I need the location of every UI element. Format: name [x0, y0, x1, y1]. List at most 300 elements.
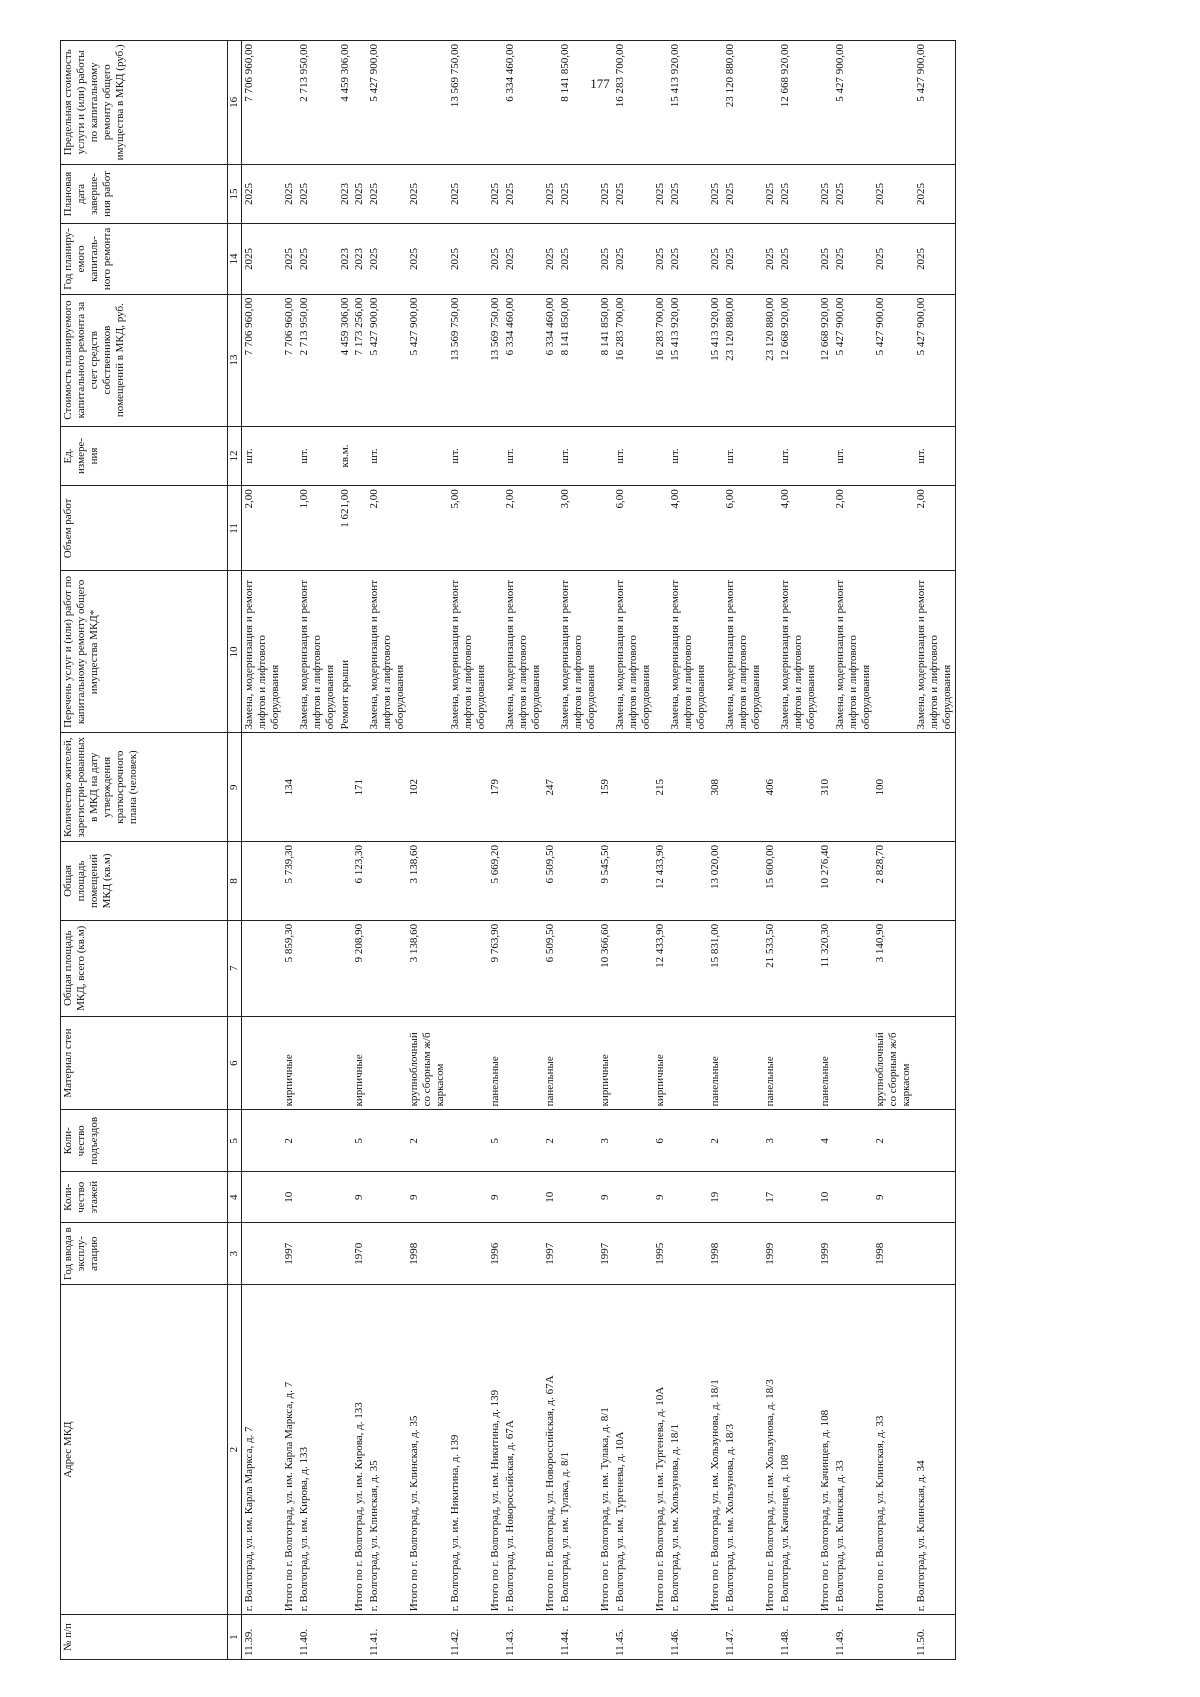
table-cell — [408, 426, 448, 486]
total-row — [764, 41, 778, 1660]
table-cell: панельные — [819, 1016, 833, 1110]
table-cell — [874, 426, 914, 486]
table-cell: 4,00 — [668, 486, 709, 571]
table-cell: 247 — [544, 733, 558, 842]
table-cell: 9 — [408, 1172, 448, 1223]
table-cell — [448, 920, 489, 1016]
table-cell: 23 120 880,00 — [764, 294, 778, 426]
table-cell — [914, 1223, 956, 1285]
table-cell — [503, 920, 544, 1016]
table-cell: 6 334 460,00 — [503, 41, 544, 165]
total-row — [283, 41, 297, 1660]
table-cell: г. Волгоград, ул. Клинская, д. 34 — [914, 1285, 956, 1615]
table-cell: 2025 — [778, 224, 819, 294]
table-cell — [613, 733, 654, 842]
table-cell: г. Волгоград, ул. им. Тулака, д. 8/1 — [558, 1285, 599, 1615]
table-cell: 2023 — [338, 164, 353, 224]
table-cell — [367, 1223, 408, 1285]
table-cell: 2,00 — [242, 486, 284, 571]
table-cell: Итого по г. Волгоград, ул. им. Никитина, д. 139 — [489, 1285, 503, 1615]
table-cell: 11 320,30 — [819, 920, 833, 1016]
table-cell: 2,00 — [503, 486, 544, 571]
column-number: 6 — [228, 1016, 242, 1110]
table-cell — [242, 1016, 284, 1110]
table-cell: 2025 — [654, 164, 668, 224]
table-cell — [874, 571, 914, 733]
total-row — [544, 41, 558, 1660]
table-cell: 10 — [283, 1172, 297, 1223]
table-cell — [367, 1172, 408, 1223]
table-cell — [408, 486, 448, 571]
table-row — [367, 41, 408, 1660]
table-cell: 1970 — [353, 1223, 367, 1285]
table-cell: Замена, модернизация и ремонт лифтов и лифтового оборудования — [558, 571, 599, 733]
column-number: 15 — [228, 164, 242, 224]
table-cell: 2 — [544, 1110, 558, 1172]
table-cell: 5 — [353, 1110, 367, 1172]
table-cell — [283, 486, 297, 571]
table-cell: шт. — [914, 426, 956, 486]
table-cell: 2025 — [367, 164, 408, 224]
table-cell — [599, 486, 613, 571]
table-cell — [448, 1223, 489, 1285]
table-cell: 11.40. — [297, 1615, 338, 1660]
table-cell: 2023 — [338, 224, 353, 294]
table-cell: 2025 — [833, 164, 874, 224]
table-cell — [874, 1615, 914, 1660]
table-cell — [764, 1615, 778, 1660]
table-cell: 9 — [353, 1172, 367, 1223]
table-cell — [544, 41, 558, 165]
table-cell — [914, 920, 956, 1016]
table-cell: 2025 — [448, 224, 489, 294]
table-cell — [778, 1110, 819, 1172]
table-cell — [283, 426, 297, 486]
table-cell — [819, 426, 833, 486]
table-cell — [544, 1615, 558, 1660]
table-row — [778, 41, 819, 1660]
table-cell: 11.50. — [914, 1615, 956, 1660]
table-cell: 2025 — [408, 224, 448, 294]
table-cell — [558, 1016, 599, 1110]
table-cell: 2 — [408, 1110, 448, 1172]
table-cell — [503, 1223, 544, 1285]
table-cell: 15 413 920,00 — [668, 41, 709, 165]
table-cell: 2025 — [709, 224, 723, 294]
table-row — [668, 41, 709, 1660]
table-cell: 2 828,70 — [874, 842, 914, 921]
table-cell: 9 — [654, 1172, 668, 1223]
table-cell: 2025 — [914, 224, 956, 294]
table-cell — [353, 1615, 367, 1660]
table-cell: 9 545,50 — [599, 842, 613, 921]
table-cell: 2025 — [283, 164, 297, 224]
total-row — [819, 41, 833, 1660]
table-cell: 2025 — [819, 164, 833, 224]
table-cell: 1998 — [709, 1223, 723, 1285]
column-header: Объем работ — [61, 486, 228, 571]
table-cell: 1998 — [408, 1223, 448, 1285]
table-cell — [544, 426, 558, 486]
table-cell: 2025 — [723, 224, 764, 294]
table-cell: 2025 — [764, 224, 778, 294]
table-cell: шт. — [778, 426, 819, 486]
table-cell: г. Волгоград, ул. Новороссийская, д. 67А — [503, 1285, 544, 1615]
table-cell — [764, 41, 778, 165]
table-cell: 2 713 950,00 — [297, 41, 338, 165]
table-cell: 5 427 900,00 — [833, 294, 874, 426]
table-cell — [833, 920, 874, 1016]
table-cell — [709, 486, 723, 571]
table-cell: 1,00 — [297, 486, 338, 571]
table-cell: Итого по г. Волгоград, ул. им. Хользунова, д. 18/3 — [764, 1285, 778, 1615]
table-cell: 7 706 960,00 — [283, 294, 297, 426]
rotated-table-wrapper — [60, 40, 1190, 1660]
table-cell: 2025 — [778, 164, 819, 224]
table-cell: 5 859,30 — [283, 920, 297, 1016]
table-cell — [723, 1110, 764, 1172]
table-cell: 7 173 256,00 — [353, 294, 367, 426]
table-cell: г. Волгоград, ул. им. Никитина, д. 139 — [448, 1285, 489, 1615]
table-cell — [914, 842, 956, 921]
table-cell: 5 427 900,00 — [367, 294, 408, 426]
column-header: Перечень услуг и (или) работ по капитальному ремонту общего имущества МКД* — [61, 571, 228, 733]
table-cell — [668, 1016, 709, 1110]
total-row — [654, 41, 668, 1660]
table-row — [297, 41, 338, 1660]
table-cell: 2025 — [723, 164, 764, 224]
table-cell — [503, 1016, 544, 1110]
table-cell: 4 459 306,00 — [338, 41, 353, 165]
table-cell: 2025 — [544, 224, 558, 294]
table-cell: 6 509,50 — [544, 920, 558, 1016]
table-cell — [242, 920, 284, 1016]
table-cell: 12 668 920,00 — [778, 41, 819, 165]
table-cell: 2025 — [654, 224, 668, 294]
table-cell — [874, 41, 914, 165]
column-number: 7 — [228, 920, 242, 1016]
table-cell: 102 — [408, 733, 448, 842]
table-cell — [283, 1615, 297, 1660]
column-number: 13 — [228, 294, 242, 426]
total-row — [408, 41, 448, 1660]
table-cell: шт. — [242, 426, 284, 486]
column-header: Материал стен — [61, 1016, 228, 1110]
table-cell — [613, 1223, 654, 1285]
table-cell: 5 427 900,00 — [914, 41, 956, 165]
table-cell — [297, 733, 338, 842]
table-cell: 2025 — [874, 224, 914, 294]
table-cell — [489, 41, 503, 165]
table-cell — [668, 920, 709, 1016]
column-header: Ед. измере-ния — [61, 426, 228, 486]
table-cell: 3 140,90 — [874, 920, 914, 1016]
table-cell: 308 — [709, 733, 723, 842]
table-cell — [297, 920, 338, 1016]
table-cell: г. Волгоград, ул. Клинская, д. 33 — [833, 1285, 874, 1615]
table-cell: 2025 — [558, 224, 599, 294]
table-cell: Замена, модернизация и ремонт лифтов и лифтового оборудования — [367, 571, 408, 733]
table-header — [61, 41, 242, 1660]
table-cell: 2,00 — [367, 486, 408, 571]
table-cell — [242, 842, 284, 921]
table-cell — [819, 1615, 833, 1660]
table-cell: 11.39. — [242, 1615, 284, 1660]
table-cell — [778, 1016, 819, 1110]
table-cell: панельные — [544, 1016, 558, 1110]
column-number: 12 — [228, 426, 242, 486]
table-cell: панельные — [764, 1016, 778, 1110]
table-cell — [503, 842, 544, 921]
table-cell: Замена, модернизация и ремонт лифтов и лифтового оборудования — [668, 571, 709, 733]
table-cell — [367, 842, 408, 921]
column-number: 5 — [228, 1110, 242, 1172]
column-number: 2 — [228, 1285, 242, 1615]
column-number: 8 — [228, 842, 242, 921]
table-row — [503, 41, 544, 1660]
table-cell — [819, 41, 833, 165]
table-cell — [613, 1016, 654, 1110]
table-cell — [723, 920, 764, 1016]
table-cell — [654, 571, 668, 733]
table-cell: 11.47. — [723, 1615, 764, 1660]
table-cell — [367, 1110, 408, 1172]
table-cell: 171 — [353, 733, 367, 842]
column-number-row — [228, 41, 242, 1660]
table-cell — [654, 1615, 668, 1660]
table-cell: 5 427 900,00 — [367, 41, 408, 165]
table-cell: 2025 — [297, 164, 338, 224]
table-cell — [819, 486, 833, 571]
column-header: Коли-чество этажей — [61, 1172, 228, 1223]
table-cell: 3 138,60 — [408, 842, 448, 921]
table-cell: 1997 — [544, 1223, 558, 1285]
table-cell — [819, 571, 833, 733]
table-cell: 5 427 900,00 — [914, 294, 956, 426]
column-header: Количество жителей, зарегистри-рованных в МКД на дату утверждения краткосрочного плана (человек) — [61, 733, 228, 842]
table-cell: 23 120 880,00 — [723, 41, 764, 165]
column-header: Адрес МКД — [61, 1285, 228, 1615]
column-number: 11 — [228, 486, 242, 571]
table-cell — [297, 1016, 338, 1110]
column-number: 9 — [228, 733, 242, 842]
table-cell: 10 — [544, 1172, 558, 1223]
table-cell: Замена, модернизация и ремонт лифтов и лифтового оборудования — [778, 571, 819, 733]
table-cell: 2025 — [367, 224, 408, 294]
table-cell: 5 — [489, 1110, 503, 1172]
table-cell — [914, 1172, 956, 1223]
table-cell: 23 120 880,00 — [723, 294, 764, 426]
table-cell — [338, 733, 353, 842]
table-cell — [338, 920, 353, 1016]
table-cell: 2025 — [599, 224, 613, 294]
table-cell: 2025 — [353, 164, 367, 224]
table-cell: 2025 — [613, 164, 654, 224]
table-cell: 2025 — [709, 164, 723, 224]
table-cell: 11.48. — [778, 1615, 819, 1660]
table-cell: 2025 — [448, 164, 489, 224]
column-number: 10 — [228, 571, 242, 733]
table-cell: Замена, модернизация и ремонт лифтов и лифтового оборудования — [723, 571, 764, 733]
table-cell: Итого по г. Волгоград, ул. Клинская, д. 33 — [874, 1285, 914, 1615]
table-cell — [778, 733, 819, 842]
table-cell — [558, 1110, 599, 1172]
table-cell: шт. — [448, 426, 489, 486]
table-cell — [668, 1172, 709, 1223]
table-cell: 2025 — [613, 224, 654, 294]
table-cell: 2025 — [874, 164, 914, 224]
table-cell: шт. — [613, 426, 654, 486]
table-cell: 15 600,00 — [764, 842, 778, 921]
table-cell: 1 621,00 — [338, 486, 353, 571]
table-cell: 1996 — [489, 1223, 503, 1285]
table-cell — [448, 842, 489, 921]
table-cell: 9 763,90 — [489, 920, 503, 1016]
table-cell — [668, 1223, 709, 1285]
table-cell — [914, 1110, 956, 1172]
table-cell: 9 — [874, 1172, 914, 1223]
table-cell: 16 283 700,00 — [654, 294, 668, 426]
table-cell — [914, 1016, 956, 1110]
column-header: Общая площадь МКД, всего (кв.м) — [61, 920, 228, 1016]
table-cell: 10 — [819, 1172, 833, 1223]
column-header: Предельная стоимость услуги и (или) работы по капитальному ремонту общего имущества в МКД (руб.) — [61, 41, 228, 165]
table-cell: 11.49. — [833, 1615, 874, 1660]
table-cell: 10 276,40 — [819, 842, 833, 921]
table-cell — [338, 1016, 353, 1110]
table-cell: шт. — [367, 426, 408, 486]
table-cell: 11.45. — [613, 1615, 654, 1660]
table-cell: Итого по г. Волгоград, ул. Новороссийская, д. 67А — [544, 1285, 558, 1615]
table-cell: 17 — [764, 1172, 778, 1223]
column-number: 1 — [228, 1615, 242, 1660]
table-cell: г. Волгоград, ул. им. Хользунова, д. 18/1 — [668, 1285, 709, 1615]
header-row — [61, 41, 228, 1660]
table-cell: 2025 — [668, 164, 709, 224]
table-cell: панельные — [709, 1016, 723, 1110]
table-cell: 2 — [709, 1110, 723, 1172]
table-cell: 2025 — [544, 164, 558, 224]
table-cell — [599, 571, 613, 733]
table-cell: Замена, модернизация и ремонт лифтов и лифтового оборудования — [242, 571, 284, 733]
table-cell: 100 — [874, 733, 914, 842]
table-cell: г. Волгоград, ул. им. Тургенева, д. 10А — [613, 1285, 654, 1615]
table-row — [613, 41, 654, 1660]
table-cell — [668, 1110, 709, 1172]
table-cell: 6 334 460,00 — [503, 294, 544, 426]
table-cell: 1999 — [819, 1223, 833, 1285]
table-body — [242, 41, 956, 1660]
table-cell: 2025 — [283, 224, 297, 294]
table-cell — [599, 1615, 613, 1660]
table-cell: г. Волгоград, ул. им. Хользунова, д. 18/3 — [723, 1285, 764, 1615]
table-cell — [353, 571, 367, 733]
table-cell — [613, 1172, 654, 1223]
table-cell: 2025 — [242, 224, 284, 294]
table-cell — [833, 1110, 874, 1172]
table-cell — [914, 733, 956, 842]
table-cell: 5 739,30 — [283, 842, 297, 921]
table-row — [448, 41, 489, 1660]
table-cell: 13 569 750,00 — [489, 294, 503, 426]
table-cell: 2025 — [503, 224, 544, 294]
table-cell: г. Волгоград, ул. Клинская, д. 35 — [367, 1285, 408, 1615]
table-cell — [709, 41, 723, 165]
table-cell: 2025 — [833, 224, 874, 294]
table-cell: Итого по г. Волгоград, ул. Клинская, д. 35 — [408, 1285, 448, 1615]
table-cell: 2 713 950,00 — [297, 294, 338, 426]
table-cell — [242, 733, 284, 842]
table-cell: 2025 — [764, 164, 778, 224]
table-cell — [408, 41, 448, 165]
table-cell: шт. — [668, 426, 709, 486]
column-header: Коли-чество подъездов — [61, 1110, 228, 1172]
table-cell: Итого по г. Волгоград, ул. им. Кирова, д. 133 — [353, 1285, 367, 1615]
table-cell — [558, 1172, 599, 1223]
table-cell — [654, 41, 668, 165]
table-cell: 13 569 750,00 — [448, 294, 489, 426]
table-cell — [613, 1110, 654, 1172]
table-cell — [367, 733, 408, 842]
table-cell: шт. — [833, 426, 874, 486]
table-cell: 2025 — [819, 224, 833, 294]
table-cell — [723, 1016, 764, 1110]
table-cell — [654, 426, 668, 486]
table-cell: 15 413 920,00 — [668, 294, 709, 426]
table-cell — [723, 733, 764, 842]
table-cell — [242, 1223, 284, 1285]
table-cell — [709, 426, 723, 486]
capital-repair-table — [60, 40, 956, 1660]
table-cell — [723, 1223, 764, 1285]
table-cell — [242, 1110, 284, 1172]
table-cell — [778, 920, 819, 1016]
table-cell: Итого по г. Волгоград, ул. им. Карла Маркса, д. 7 — [283, 1285, 297, 1615]
column-number: 16 — [228, 41, 242, 165]
table-cell: кирпичные — [654, 1016, 668, 1110]
table-cell: Итого по г. Волгоград, ул. им. Хользунова, д. 18/1 — [709, 1285, 723, 1615]
table-cell — [489, 1615, 503, 1660]
table-cell: 6,00 — [613, 486, 654, 571]
table-cell — [558, 842, 599, 921]
table-cell — [558, 920, 599, 1016]
table-cell — [503, 1110, 544, 1172]
table-cell: 8 141 850,00 — [558, 41, 599, 165]
table-cell: 6 123,30 — [353, 842, 367, 921]
table-cell: 13 020,00 — [709, 842, 723, 921]
table-cell — [338, 842, 353, 921]
total-row — [489, 41, 503, 1660]
table-cell: шт. — [297, 426, 338, 486]
table-cell — [338, 1285, 353, 1615]
table-row — [833, 41, 874, 1660]
table-cell: кирпичные — [283, 1016, 297, 1110]
table-cell: 2,00 — [914, 486, 956, 571]
table-cell: 12 668 920,00 — [819, 294, 833, 426]
table-cell: 9 — [599, 1172, 613, 1223]
table-cell: 2025 — [489, 164, 503, 224]
table-cell — [297, 1223, 338, 1285]
table-cell: 5 427 900,00 — [408, 294, 448, 426]
total-row — [599, 41, 613, 1660]
table-row — [338, 41, 353, 1660]
table-cell — [283, 571, 297, 733]
table-cell — [242, 1172, 284, 1223]
table-cell: 2025 — [242, 164, 284, 224]
table-cell: 4 459 306,00 — [338, 294, 353, 426]
table-cell: 159 — [599, 733, 613, 842]
table-cell: 2025 — [599, 164, 613, 224]
